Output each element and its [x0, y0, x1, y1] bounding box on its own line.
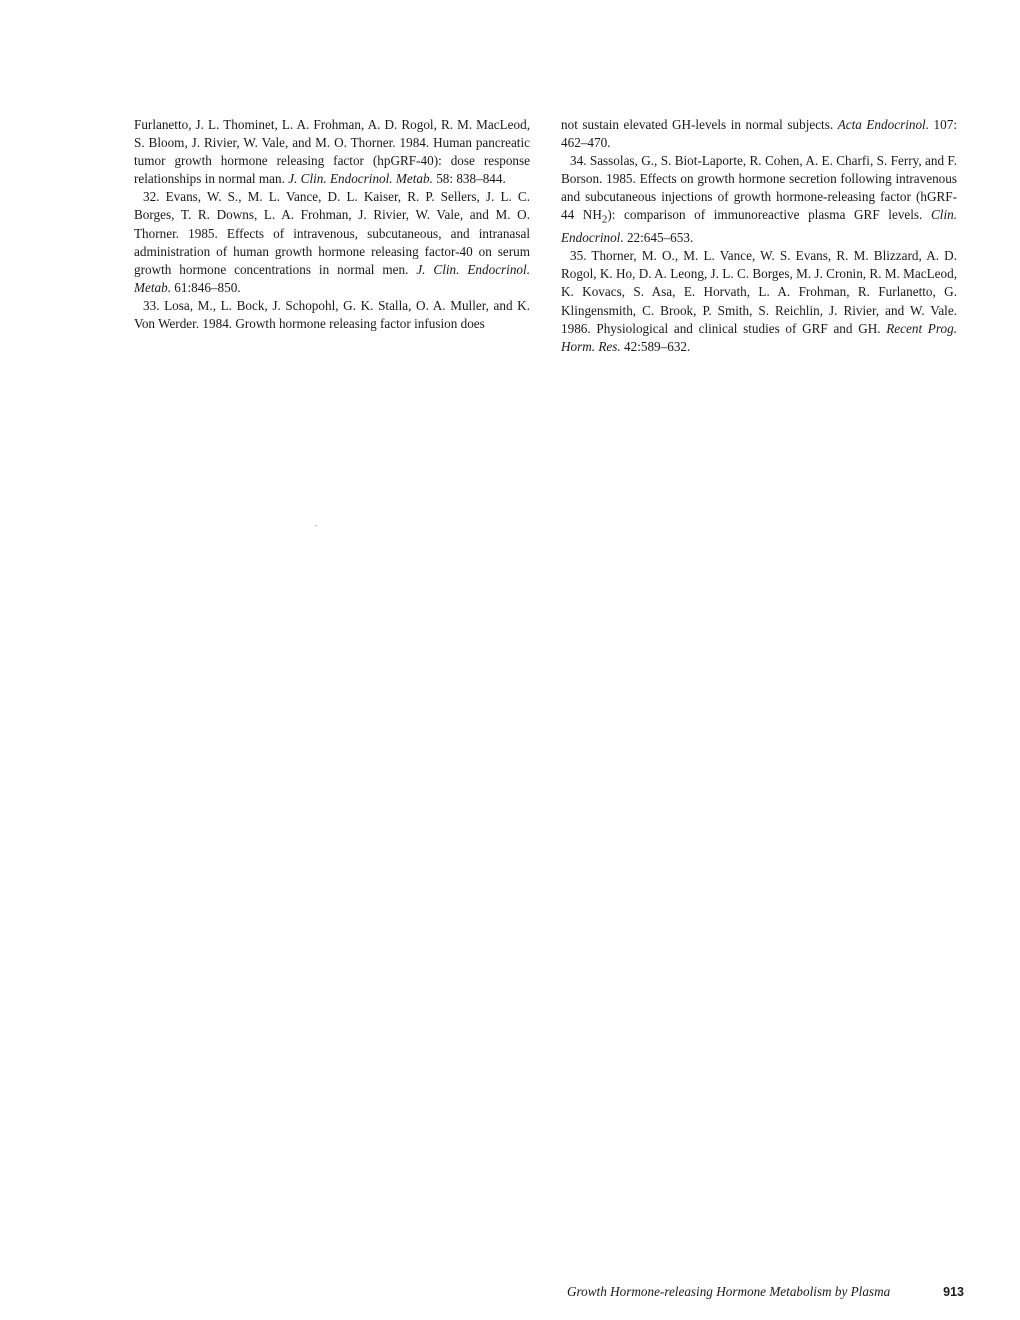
reference-text: 35. Thorner, M. O., M. L. Vance, W. S. Evans, R. M. Blizzard, A. D. Rogol, K. Ho, D. A. Leong, J. L. C. Borges, M. J. Cronin, R. M. MacLeod, K. Kovacs, S. Asa, E. Horvath, L. A. Frohman, R. Furlanetto, G. Klingensmith, C. Brook, P. Smith, S. Reichlin, J. Rivier, and W. Vale. 1986. Physiological and clinical studies of GRF and GH.	[561, 248, 957, 336]
reference-text: 107: 462–470.	[561, 117, 957, 151]
journal-title: Acta Endocrinol.	[837, 117, 930, 132]
reference-31-continued	[134, 116, 530, 188]
journal-title: Recent Prog. Horm. Res.	[561, 320, 957, 354]
reference-text: 33. Losa, M., L. Bock, J. Schopohl, G. K. Stalla, O. A. Muller, and K. Von Werder. 1984. Growth hormone releasing factor infusion does	[134, 297, 530, 332]
reference-text: Furlanetto, J. L. Thominet, L. A. Frohman, A. D. Rogol, R. M. MacLeod, S. Bloom, J. Rivier, W. Vale, and M. O. Thorner. 1984. Human pancreatic tumor growth hormone releasing factor (hpGRF-40): dose response relationships in normal man.	[134, 117, 530, 187]
subscript: 2	[601, 214, 608, 227]
reference-column-right	[561, 116, 957, 356]
journal-title: J. Clin. Endocrinol. Metab.	[288, 171, 433, 187]
reference-33-continued	[561, 116, 957, 152]
reference-text: not sustain elevated GH-levels in normal subjects.	[561, 117, 838, 132]
reference-text: 32. Evans, W. S., M. L. Vance, D. L. Kaiser, R. P. Sellers, J. L. C. Borges, T. R. Downs, L. A. Frohman, J. Rivier, W. Vale, and M. O. Thorner. 1985. Effects of intravenous, subcutaneous, and intranasal administration of human growth hormone releasing factor-40 on serum growth hormone concentrations in normal men.	[134, 189, 530, 277]
reference-column-left	[134, 116, 530, 333]
reference-32	[134, 188, 530, 297]
reference-text: ): comparison of immunoreactive plasma GRF levels.	[607, 207, 931, 223]
journal-title: J. Clin. Endocrinol. Metab.	[134, 261, 530, 295]
reference-text: 58: 838–844.	[432, 171, 506, 187]
reference-text: 42:589–632.	[620, 338, 691, 354]
reference-text: 22:645–653.	[623, 230, 694, 246]
reference-33	[134, 297, 530, 333]
reference-35	[561, 247, 957, 356]
reference-text: 61:846–850.	[171, 279, 241, 295]
reference-text: 34. Sassolas, G., S. Biot-Laporte, R. Cohen, A. E. Charfi, S. Ferry, and F. Borson. 1985. Effects on growth hormone secretion following intravenous and subcutaneous injections of growth hormone-releasing factor (hGRF-44 NH	[561, 153, 957, 223]
scan-speck	[315, 525, 317, 526]
running-title: Growth Hormone-releasing Hormone Metabolism by Plasma	[567, 1284, 891, 1299]
page-number: 913	[943, 1285, 964, 1299]
journal-title: Clin. Endocrinol.	[561, 207, 957, 246]
reference-34	[561, 152, 957, 247]
page-footer	[567, 1284, 964, 1300]
